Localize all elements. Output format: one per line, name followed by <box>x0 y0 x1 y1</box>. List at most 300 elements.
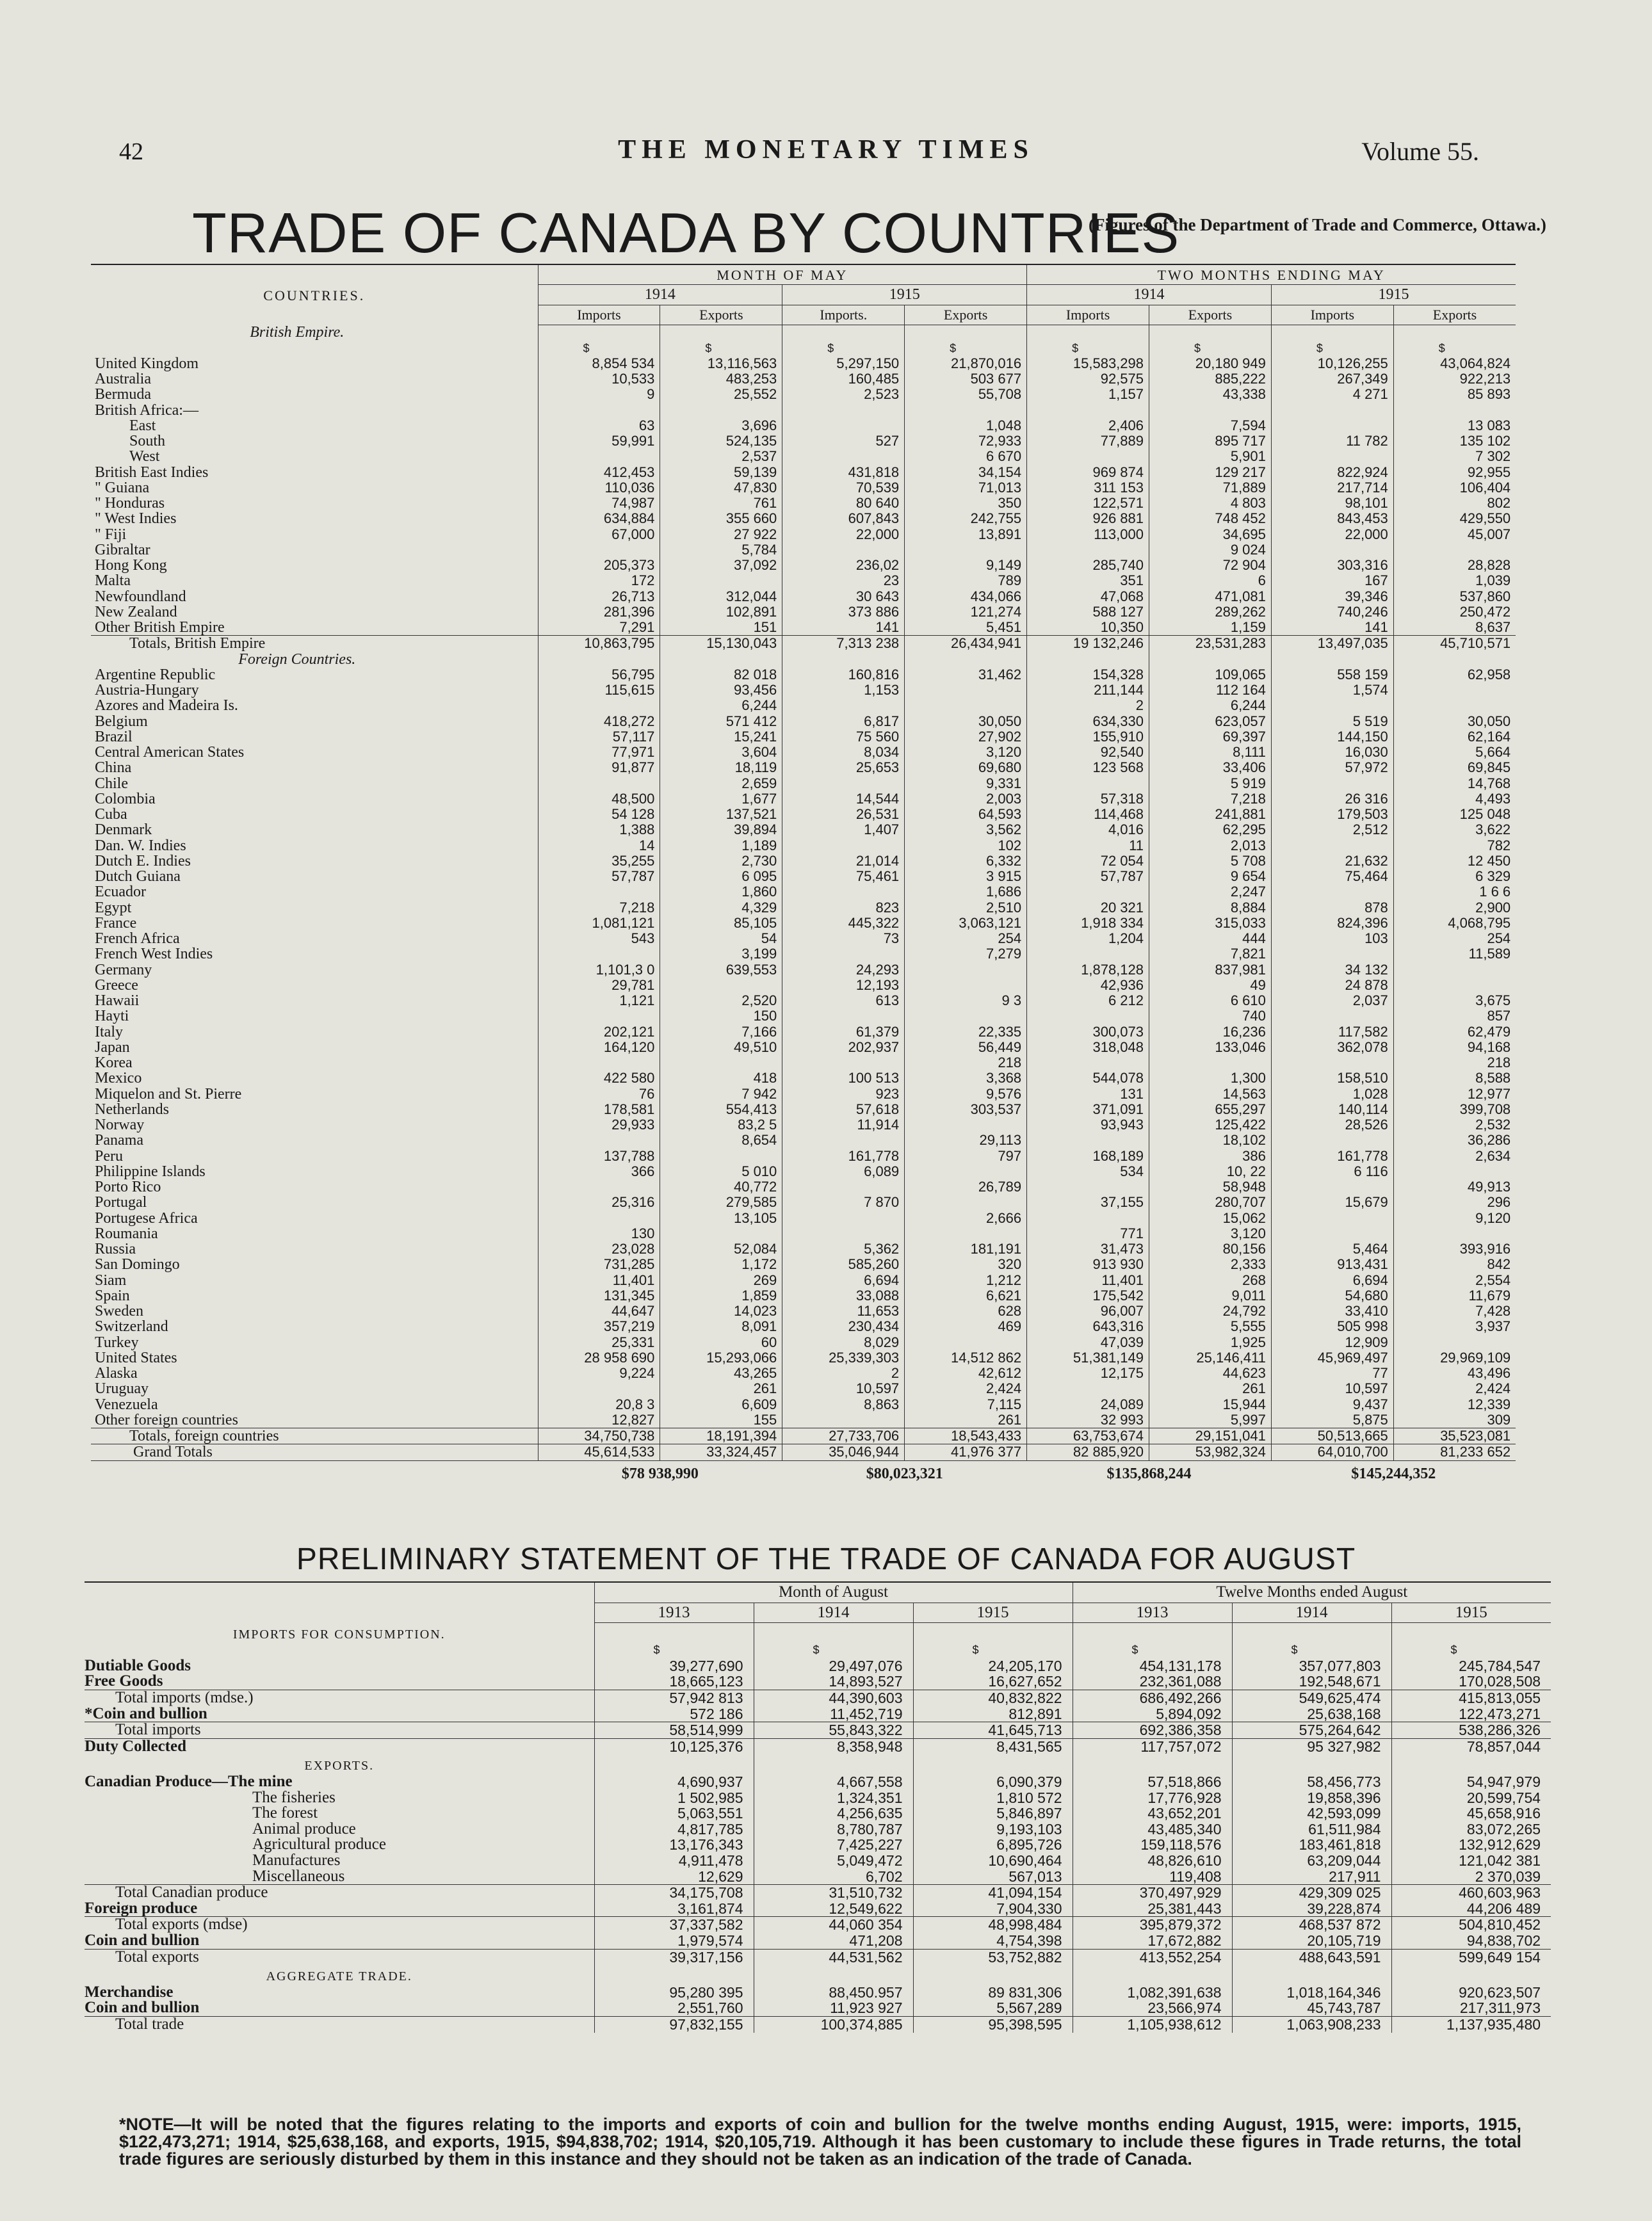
value-cell: 488,643,591 <box>1232 1949 1391 1965</box>
empty-cell <box>1271 325 1393 340</box>
value-cell: 47,830 <box>660 480 782 496</box>
value-cell: 69,397 <box>1149 729 1272 745</box>
value-cell: 40,772 <box>660 1179 782 1195</box>
value-cell <box>1271 1055 1393 1070</box>
value-cell: 93,456 <box>660 682 782 698</box>
value-cell: 83,2 5 <box>660 1117 782 1133</box>
value-cell: 309 <box>1393 1412 1516 1428</box>
row-label: Uruguay <box>95 1381 149 1397</box>
value-cell: 261 <box>660 1381 782 1396</box>
value-cell: 3,161,874 <box>594 1901 754 1917</box>
row-label: Hong Kong <box>95 558 167 574</box>
value-cell: 81,233 652 <box>1393 1444 1516 1460</box>
value-cell: 75,464 <box>1271 869 1393 884</box>
value-cell <box>1393 403 1516 418</box>
value-cell: 5,555 <box>1149 1319 1272 1334</box>
row-label: Hawaii <box>95 993 140 1009</box>
value-cell: 54 128 <box>538 807 660 822</box>
value-cell: 5,362 <box>782 1241 905 1257</box>
value-cell: 103 <box>1271 931 1393 946</box>
value-cell <box>1271 418 1393 433</box>
value-cell: 15,062 <box>1149 1211 1272 1226</box>
countries-header: COUNTRIES. <box>91 264 538 325</box>
table-row <box>91 511 1516 526</box>
row-label: French West Indies <box>95 946 213 962</box>
row-label: Porto Rico <box>95 1179 161 1195</box>
value-cell: 280,707 <box>1149 1195 1272 1210</box>
value-cell: 923 <box>782 1086 905 1102</box>
value-cell: 135 102 <box>1393 433 1516 449</box>
value-cell: 554,413 <box>660 1102 782 1117</box>
value-cell <box>1271 946 1393 962</box>
empty-cell <box>1149 325 1272 340</box>
value-cell: 167 <box>1271 573 1393 588</box>
value-cell: 92,955 <box>1393 465 1516 480</box>
value-cell <box>538 1179 660 1195</box>
table-row <box>91 465 1516 480</box>
value-cell: 25,381,443 <box>1073 1901 1232 1917</box>
table-row <box>91 1241 1516 1257</box>
table-row <box>85 1738 1551 1754</box>
value-cell: 83,072,265 <box>1391 1821 1551 1837</box>
value-cell: 28,526 <box>1271 1117 1393 1133</box>
value-cell: 168,189 <box>1027 1149 1149 1164</box>
row-label: Total Canadian produce <box>85 1885 594 1901</box>
empty-cell <box>1073 1754 1232 1774</box>
value-cell: 211,144 <box>1027 682 1149 698</box>
table-row <box>91 1460 1516 1482</box>
row-label: " Fiji <box>95 526 127 542</box>
table-row <box>91 1288 1516 1304</box>
value-cell: 4,068,795 <box>1393 916 1516 931</box>
value-cell: 362,078 <box>1271 1040 1393 1055</box>
value-cell: 469 <box>905 1319 1027 1334</box>
value-cell: 797 <box>905 1149 1027 1164</box>
value-cell: 269 <box>660 1273 782 1288</box>
value-cell: 418,272 <box>538 714 660 729</box>
value-cell: 62,295 <box>1149 822 1272 837</box>
value-cell: 13,176,343 <box>594 1837 754 1853</box>
value-cell: 1,407 <box>782 822 905 837</box>
value-cell: 75 560 <box>782 729 905 745</box>
row-label: The fisheries <box>252 1789 336 1806</box>
value-cell: 11,452,719 <box>754 1706 913 1722</box>
value-cell: 11,401 <box>1027 1273 1149 1288</box>
value-cell <box>782 542 905 558</box>
value-cell: 37,092 <box>660 558 782 573</box>
value-cell: 10, 22 <box>1149 1164 1272 1179</box>
table-row <box>91 1397 1516 1412</box>
row-label: France <box>95 915 137 931</box>
empty-cell <box>594 1965 754 1985</box>
value-cell: 2,520 <box>660 993 782 1008</box>
value-cell: 141 <box>1271 620 1393 636</box>
table-row <box>85 1706 1551 1722</box>
value-cell: 7,313 238 <box>782 636 905 652</box>
value-cell <box>782 1008 905 1024</box>
row-label: Philippine Islands <box>95 1163 206 1179</box>
table-row <box>91 449 1516 464</box>
table-row <box>85 1917 1551 1933</box>
table-row <box>85 1623 1551 1643</box>
value-cell: 24 878 <box>1271 978 1393 993</box>
value-cell: 67,000 <box>538 527 660 542</box>
value-cell: 1,082,391,638 <box>1073 1985 1232 2001</box>
table-row <box>91 807 1516 822</box>
value-cell: 3,937 <box>1393 1319 1516 1334</box>
currency-mark: $ <box>1393 341 1516 356</box>
value-cell: 30,050 <box>1393 714 1516 729</box>
value-cell: 31,473 <box>1027 1241 1149 1257</box>
value-cell: 13,116,563 <box>660 356 782 371</box>
value-cell <box>905 403 1027 418</box>
value-cell: 33,324,457 <box>660 1444 782 1460</box>
value-cell: 42,593,099 <box>1232 1805 1391 1821</box>
value-cell: 6,621 <box>905 1288 1027 1304</box>
value-cell: 29,933 <box>538 1117 660 1133</box>
table-row <box>85 1837 1551 1853</box>
value-cell: 2,900 <box>1393 900 1516 916</box>
value-cell: 39,346 <box>1271 589 1393 604</box>
value-cell: 4,016 <box>1027 822 1149 837</box>
row-label: East <box>129 417 156 433</box>
value-cell <box>1149 403 1272 418</box>
value-cell: 29,781 <box>538 978 660 993</box>
empty-cell <box>1073 1965 1232 1985</box>
empty-cell <box>1027 325 1149 340</box>
value-cell: 823 <box>782 900 905 916</box>
value-cell <box>538 542 660 558</box>
value-cell: 12,193 <box>782 978 905 993</box>
row-label: Portugal <box>95 1195 147 1211</box>
row-label: Miscellaneous <box>252 1868 345 1885</box>
value-cell: 25,316 <box>538 1195 660 1210</box>
value-cell: 7,218 <box>538 900 660 916</box>
value-cell: 76 <box>538 1086 660 1102</box>
value-cell: 21,870,016 <box>905 356 1027 371</box>
value-cell: 4,493 <box>1393 791 1516 807</box>
value-cell: 1,204 <box>1027 931 1149 946</box>
value-cell: 558 159 <box>1271 667 1393 682</box>
value-cell: 639,553 <box>660 962 782 978</box>
value-cell: 8,854 534 <box>538 356 660 371</box>
value-cell: 217,714 <box>1271 480 1393 496</box>
row-label: Dutch Guiana <box>95 869 181 885</box>
value-cell <box>782 1179 905 1195</box>
year-header: 1913 <box>594 1603 754 1623</box>
row-label: Coin and bullion <box>85 1932 200 1949</box>
value-cell: 8,654 <box>660 1133 782 1148</box>
value-cell: 20,180 949 <box>1149 356 1272 371</box>
value-cell: 175,542 <box>1027 1288 1149 1304</box>
value-cell <box>1149 1055 1272 1070</box>
value-cell: 761 <box>660 496 782 511</box>
value-cell <box>1393 962 1516 978</box>
value-cell: 39,228,874 <box>1232 1901 1391 1917</box>
value-cell: 1,388 <box>538 822 660 837</box>
value-cell: 56,449 <box>905 1040 1027 1055</box>
value-cell <box>782 449 905 464</box>
value-cell: 45,743,787 <box>1232 2000 1391 2016</box>
value-cell: 18,102 <box>1149 1133 1272 1148</box>
value-cell: 8,029 <box>782 1335 905 1350</box>
table-row <box>91 403 1516 418</box>
table-row <box>91 682 1516 698</box>
table-row <box>85 1658 1551 1674</box>
value-cell <box>538 449 660 464</box>
value-cell: 71,889 <box>1149 480 1272 496</box>
table-row <box>91 636 1516 652</box>
value-cell: 30 643 <box>782 589 905 604</box>
value-cell <box>1271 1008 1393 1024</box>
value-cell: 61,511,984 <box>1232 1821 1391 1837</box>
value-cell: 89 831,306 <box>913 1985 1073 2001</box>
value-cell: 303,316 <box>1271 558 1393 573</box>
value-cell: 22,000 <box>782 527 905 542</box>
value-cell: 1,574 <box>1271 682 1393 698</box>
value-cell: 53,752,882 <box>913 1949 1073 1965</box>
row-label: Korea <box>95 1055 133 1071</box>
value-cell: 5,567,289 <box>913 2000 1073 2016</box>
table-row <box>91 496 1516 511</box>
value-cell: 217,311,973 <box>1391 2000 1551 2016</box>
row-label: Turkey <box>95 1334 139 1350</box>
value-cell: 44,531,562 <box>754 1949 913 1965</box>
table-row <box>91 962 1516 978</box>
value-cell: 39,894 <box>660 822 782 837</box>
row-label: Dutiable Goods <box>85 1658 191 1674</box>
value-cell: 80,156 <box>1149 1241 1272 1257</box>
value-cell: 100,374,885 <box>754 2016 913 2032</box>
value-cell <box>905 1164 1027 1179</box>
value-cell: 131 <box>1027 1086 1149 1102</box>
value-cell: 524,135 <box>660 433 782 449</box>
value-cell: 538,286,326 <box>1391 1722 1551 1739</box>
table-row <box>91 1164 1516 1179</box>
value-cell: 60 <box>660 1335 782 1350</box>
value-cell: 159,118,576 <box>1073 1837 1232 1853</box>
table-row <box>91 1117 1516 1133</box>
value-cell: 25,552 <box>660 387 782 402</box>
value-cell: 6,332 <box>905 853 1027 869</box>
column-header: Exports <box>660 305 782 325</box>
value-cell: 106,404 <box>1393 480 1516 496</box>
row-label: Switzerland <box>95 1319 168 1335</box>
value-cell: 1 502,985 <box>594 1790 754 1806</box>
value-cell: 740 <box>1149 1008 1272 1024</box>
value-cell: 300,073 <box>1027 1024 1149 1040</box>
value-cell: 44,390,603 <box>754 1690 913 1706</box>
value-cell: 113,000 <box>1027 527 1149 542</box>
value-cell: 11 782 <box>1271 433 1393 449</box>
value-cell: 11 <box>1027 838 1149 853</box>
value-cell: 8,884 <box>1149 900 1272 916</box>
value-cell: 2,510 <box>905 900 1027 916</box>
value-cell: 5,063,551 <box>594 1805 754 1821</box>
value-cell: 6,089 <box>782 1164 905 1179</box>
value-cell: 24,792 <box>1149 1304 1272 1319</box>
table-row <box>85 1754 1551 1774</box>
value-cell: 151 <box>660 620 782 636</box>
value-cell: 114,468 <box>1027 807 1149 822</box>
row-label: Totals, British Empire <box>91 636 538 652</box>
value-cell: 254 <box>1393 931 1516 946</box>
value-cell: 217,911 <box>1232 1869 1391 1885</box>
row-label: Other foreign countries <box>95 1412 238 1428</box>
value-cell: 141 <box>782 620 905 636</box>
empty-cell <box>1232 1754 1391 1774</box>
value-cell: 2,003 <box>905 791 1027 807</box>
value-cell: 41,645,713 <box>913 1722 1073 1739</box>
value-cell <box>538 884 660 900</box>
value-cell: 920,623,507 <box>1391 1985 1551 2001</box>
table-row <box>91 667 1516 682</box>
column-header: Exports <box>1149 305 1272 325</box>
value-cell: 18,665,123 <box>594 1674 754 1690</box>
value-cell: 8,780,787 <box>754 1821 913 1837</box>
value-cell: 54 <box>660 931 782 946</box>
value-cell: 6,694 <box>782 1273 905 1288</box>
row-label: Central American States <box>95 745 245 761</box>
value-cell: 23,531,283 <box>1149 636 1272 652</box>
value-cell: 471,081 <box>1149 589 1272 604</box>
value-cell: 24,089 <box>1027 1397 1149 1412</box>
value-cell: 55,843,322 <box>754 1722 913 1739</box>
value-cell <box>1271 884 1393 900</box>
value-cell: 9,120 <box>1393 1211 1516 1226</box>
value-cell: 878 <box>1271 900 1393 916</box>
value-cell: 285,740 <box>1027 558 1149 573</box>
column-header: Exports <box>1393 305 1516 325</box>
value-cell <box>1271 542 1393 558</box>
value-cell: 45,658,916 <box>1391 1805 1551 1821</box>
value-cell: 1,677 <box>660 791 782 807</box>
value-cell: 1,878,128 <box>1027 962 1149 978</box>
value-cell <box>905 682 1027 698</box>
value-cell: 69,680 <box>905 760 1027 775</box>
value-cell: 57,618 <box>782 1102 905 1117</box>
value-cell: 129 217 <box>1149 465 1272 480</box>
value-cell: 110,036 <box>538 480 660 496</box>
value-cell: 29,151,041 <box>1149 1428 1272 1444</box>
empty-cell <box>91 341 538 356</box>
currency-mark: $ <box>782 341 905 356</box>
trade-title: TRADE OF CANADA BY COUNTRIES <box>192 201 1180 264</box>
table-row <box>85 1965 1551 1985</box>
value-cell: 575,264,642 <box>1232 1722 1391 1739</box>
value-cell: 6 670 <box>905 449 1027 464</box>
value-cell: 9 <box>538 387 660 402</box>
empty-cell <box>1232 1965 1391 1985</box>
value-cell: 48,826,610 <box>1073 1853 1232 1869</box>
currency-mark: $ <box>1073 1642 1232 1658</box>
value-cell: 6,895,726 <box>913 1837 1073 1853</box>
row-label: Duty Collected <box>85 1738 594 1754</box>
value-cell: 843,453 <box>1271 511 1393 526</box>
value-cell: 281,396 <box>538 604 660 620</box>
value-cell: 49 <box>1149 978 1272 993</box>
empty-cell <box>1391 1965 1551 1985</box>
value-cell: 6 095 <box>660 869 782 884</box>
value-cell: 41,976 377 <box>905 1444 1027 1460</box>
value-cell <box>1027 449 1149 464</box>
value-cell: 14 <box>538 838 660 853</box>
currency-mark: $ <box>538 341 660 356</box>
value-cell: 628 <box>905 1304 1027 1319</box>
year-header: 1914 <box>1232 1603 1391 1623</box>
value-cell: 18,119 <box>660 760 782 775</box>
row-label: Ecuador <box>95 884 146 900</box>
value-cell: 7,821 <box>1149 946 1272 962</box>
row-label: Dan. W. Indies <box>95 837 186 853</box>
value-cell: 6 610 <box>1149 993 1272 1008</box>
value-cell: 5,784 <box>660 542 782 558</box>
value-cell <box>538 776 660 791</box>
value-cell: 351 <box>1027 573 1149 588</box>
value-cell: 102 <box>905 838 1027 853</box>
value-cell: 5,464 <box>1271 1241 1393 1257</box>
table-row <box>91 1086 1516 1102</box>
value-cell: 315,033 <box>1149 916 1272 931</box>
value-cell: 2,666 <box>905 1211 1027 1226</box>
value-cell: 52,084 <box>660 1241 782 1257</box>
value-cell: 9,437 <box>1271 1397 1393 1412</box>
empty-cell <box>660 325 782 340</box>
value-cell: 150 <box>660 1008 782 1024</box>
value-cell <box>1027 1055 1149 1070</box>
value-cell: 1,979,574 <box>594 1933 754 1949</box>
table-row <box>85 2016 1551 2032</box>
table-row <box>85 1933 1551 1949</box>
value-cell: 12,909 <box>1271 1335 1393 1350</box>
row-label: Belgium <box>95 713 148 729</box>
table-row <box>91 356 1516 371</box>
value-cell: 75,461 <box>782 869 905 884</box>
value-cell: 5 919 <box>1149 776 1272 791</box>
row-label: Malta <box>95 573 131 589</box>
value-cell: 15,944 <box>1149 1397 1272 1412</box>
value-cell: 29,497,076 <box>754 1658 913 1674</box>
value-cell: 20 321 <box>1027 900 1149 916</box>
value-cell: 373 886 <box>782 604 905 620</box>
value-cell: 44,647 <box>538 1304 660 1319</box>
value-cell: 15,583,298 <box>1027 356 1149 371</box>
section-heading: EXPORTS. <box>304 1759 375 1773</box>
value-cell: 7,279 <box>905 946 1027 962</box>
value-cell: 429,550 <box>1393 511 1516 526</box>
value-cell: 8,863 <box>782 1397 905 1412</box>
value-cell: 16,030 <box>1271 745 1393 760</box>
value-cell: 45,969,497 <box>1271 1350 1393 1366</box>
value-cell: 415,813,055 <box>1391 1690 1551 1706</box>
value-cell: 92,575 <box>1027 371 1149 387</box>
value-cell: 43,265 <box>660 1366 782 1381</box>
value-cell: 692,386,358 <box>1073 1722 1232 1739</box>
value-cell: 357,219 <box>538 1319 660 1334</box>
value-cell: 97,832,155 <box>594 2016 754 2032</box>
value-cell: 782 <box>1393 838 1516 853</box>
value-cell: 17,672,882 <box>1073 1933 1232 1949</box>
value-cell: 117,582 <box>1271 1024 1393 1040</box>
row-label: Dutch E. Indies <box>95 853 191 869</box>
empty-cell <box>538 652 660 667</box>
table-row <box>85 1674 1551 1690</box>
value-cell <box>1271 449 1393 464</box>
table-row <box>91 1040 1516 1055</box>
value-cell: 303,537 <box>905 1102 1027 1117</box>
table-row <box>91 978 1516 993</box>
value-cell: 445,322 <box>782 916 905 931</box>
